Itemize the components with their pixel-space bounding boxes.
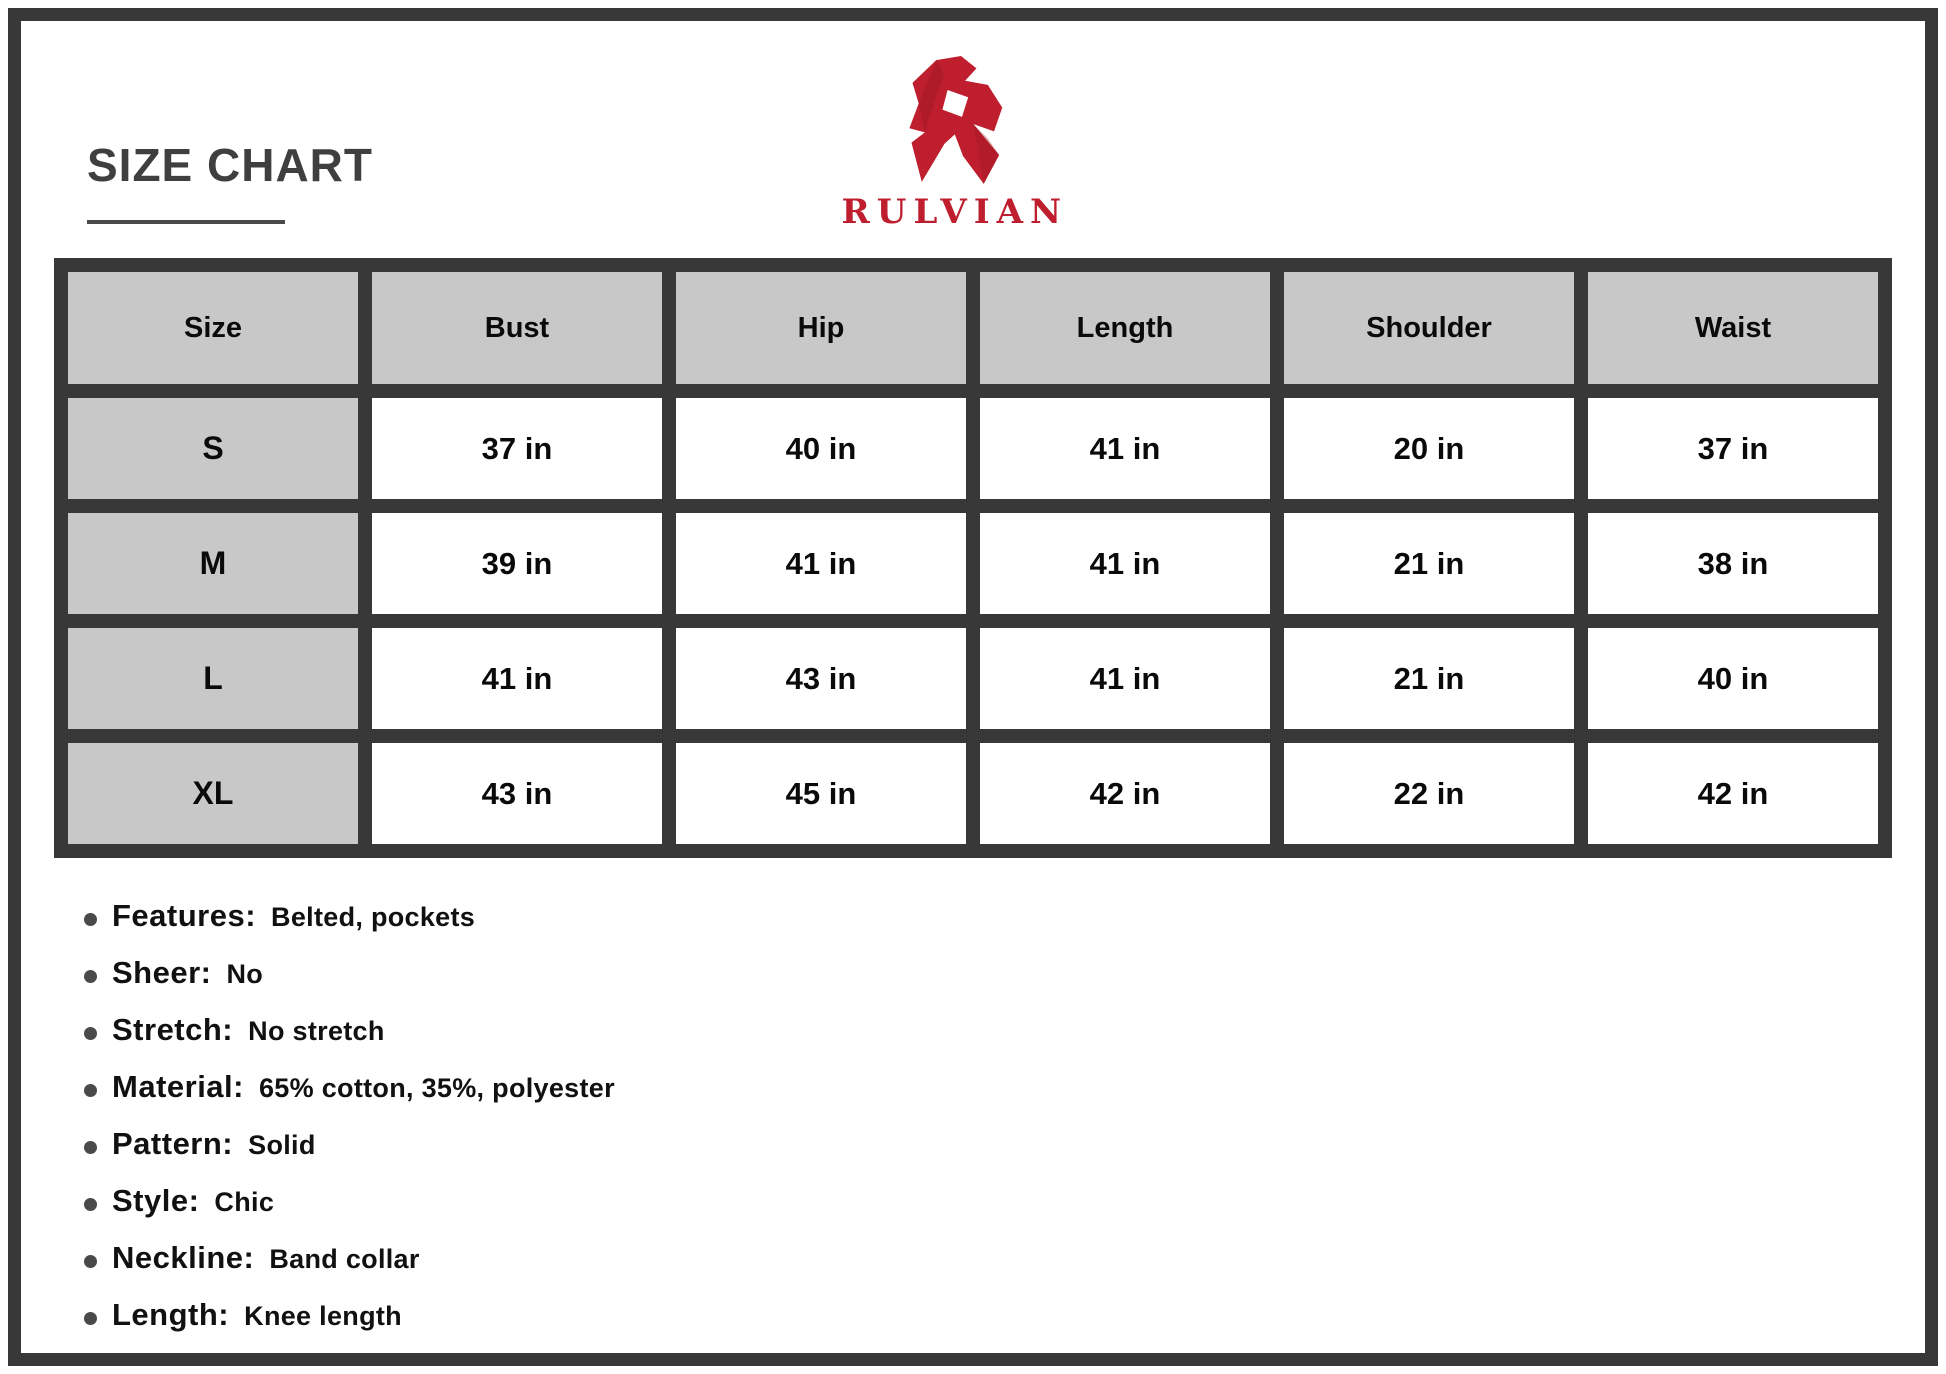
value-cell: 21 in	[1284, 628, 1574, 729]
header-cell-size: Size	[68, 272, 358, 384]
detail-value: Knee length	[244, 1301, 402, 1331]
detail-label: Stretch:	[112, 1012, 234, 1047]
value-cell: 22 in	[1284, 743, 1574, 844]
detail-item-style	[84, 1183, 615, 1225]
size-cell-s: S	[68, 398, 358, 499]
value-cell: 37 in	[372, 398, 662, 499]
value-cell: 42 in	[980, 743, 1270, 844]
bullet-icon	[84, 1198, 97, 1211]
size-chart-table	[54, 258, 1892, 858]
value-cell: 43 in	[676, 628, 966, 729]
size-cell-m: M	[68, 513, 358, 614]
header-cell-waist: Waist	[1588, 272, 1878, 384]
detail-item-features	[84, 898, 615, 940]
detail-label: Neckline:	[112, 1240, 255, 1275]
header-cell-bust: Bust	[372, 272, 662, 384]
detail-label: Pattern:	[112, 1126, 234, 1161]
detail-label: Sheer:	[112, 955, 212, 990]
bullet-icon	[84, 1312, 97, 1325]
value-cell: 38 in	[1588, 513, 1878, 614]
bullet-icon	[84, 1027, 97, 1040]
value-cell: 20 in	[1284, 398, 1574, 499]
value-cell: 40 in	[1588, 628, 1878, 729]
title-block	[87, 139, 373, 224]
bullet-icon	[84, 970, 97, 983]
value-cell: 41 in	[980, 513, 1270, 614]
value-cell: 41 in	[980, 398, 1270, 499]
value-cell: 43 in	[372, 743, 662, 844]
detail-label: Style:	[112, 1183, 200, 1218]
value-cell: 45 in	[676, 743, 966, 844]
value-cell: 39 in	[372, 513, 662, 614]
detail-item-material	[84, 1069, 615, 1111]
value-cell: 41 in	[980, 628, 1270, 729]
detail-value: No	[226, 959, 264, 989]
brand-logo	[825, 56, 1085, 232]
detail-value: No stretch	[248, 1016, 385, 1046]
value-cell: 41 in	[372, 628, 662, 729]
header-cell-shoulder: Shoulder	[1284, 272, 1574, 384]
header-cell-length: Length	[980, 272, 1270, 384]
value-cell: 42 in	[1588, 743, 1878, 844]
rulvian-r-logo-icon	[904, 56, 1006, 186]
bullet-icon	[84, 1141, 97, 1154]
brand-name: RULVIAN	[841, 192, 1069, 232]
value-cell: 40 in	[676, 398, 966, 499]
bullet-icon	[84, 913, 97, 926]
value-cell: 21 in	[1284, 513, 1574, 614]
page-title: SIZE CHART	[87, 139, 373, 191]
detail-value: Chic	[214, 1187, 275, 1217]
title-underline	[87, 220, 285, 224]
size-cell-xl: XL	[68, 743, 358, 844]
header-cell-hip: Hip	[676, 272, 966, 384]
size-cell-l: L	[68, 628, 358, 729]
detail-value: Solid	[248, 1130, 316, 1160]
detail-item-neckline	[84, 1240, 615, 1282]
detail-label: Material:	[112, 1069, 244, 1104]
product-details-list	[84, 898, 615, 1339]
bullet-icon	[84, 1255, 97, 1268]
detail-item-sheer	[84, 955, 615, 997]
detail-value: Belted, pockets	[271, 902, 476, 932]
detail-label: Length:	[112, 1297, 230, 1332]
detail-label: Features:	[112, 898, 257, 933]
detail-value: Band collar	[269, 1244, 420, 1274]
detail-item-pattern	[84, 1126, 615, 1168]
detail-item-stretch	[84, 1012, 615, 1054]
detail-value: 65% cotton, 35%, polyester	[258, 1073, 615, 1103]
bullet-icon	[84, 1084, 97, 1097]
value-cell: 37 in	[1588, 398, 1878, 499]
value-cell: 41 in	[676, 513, 966, 614]
detail-item-length	[84, 1297, 615, 1339]
